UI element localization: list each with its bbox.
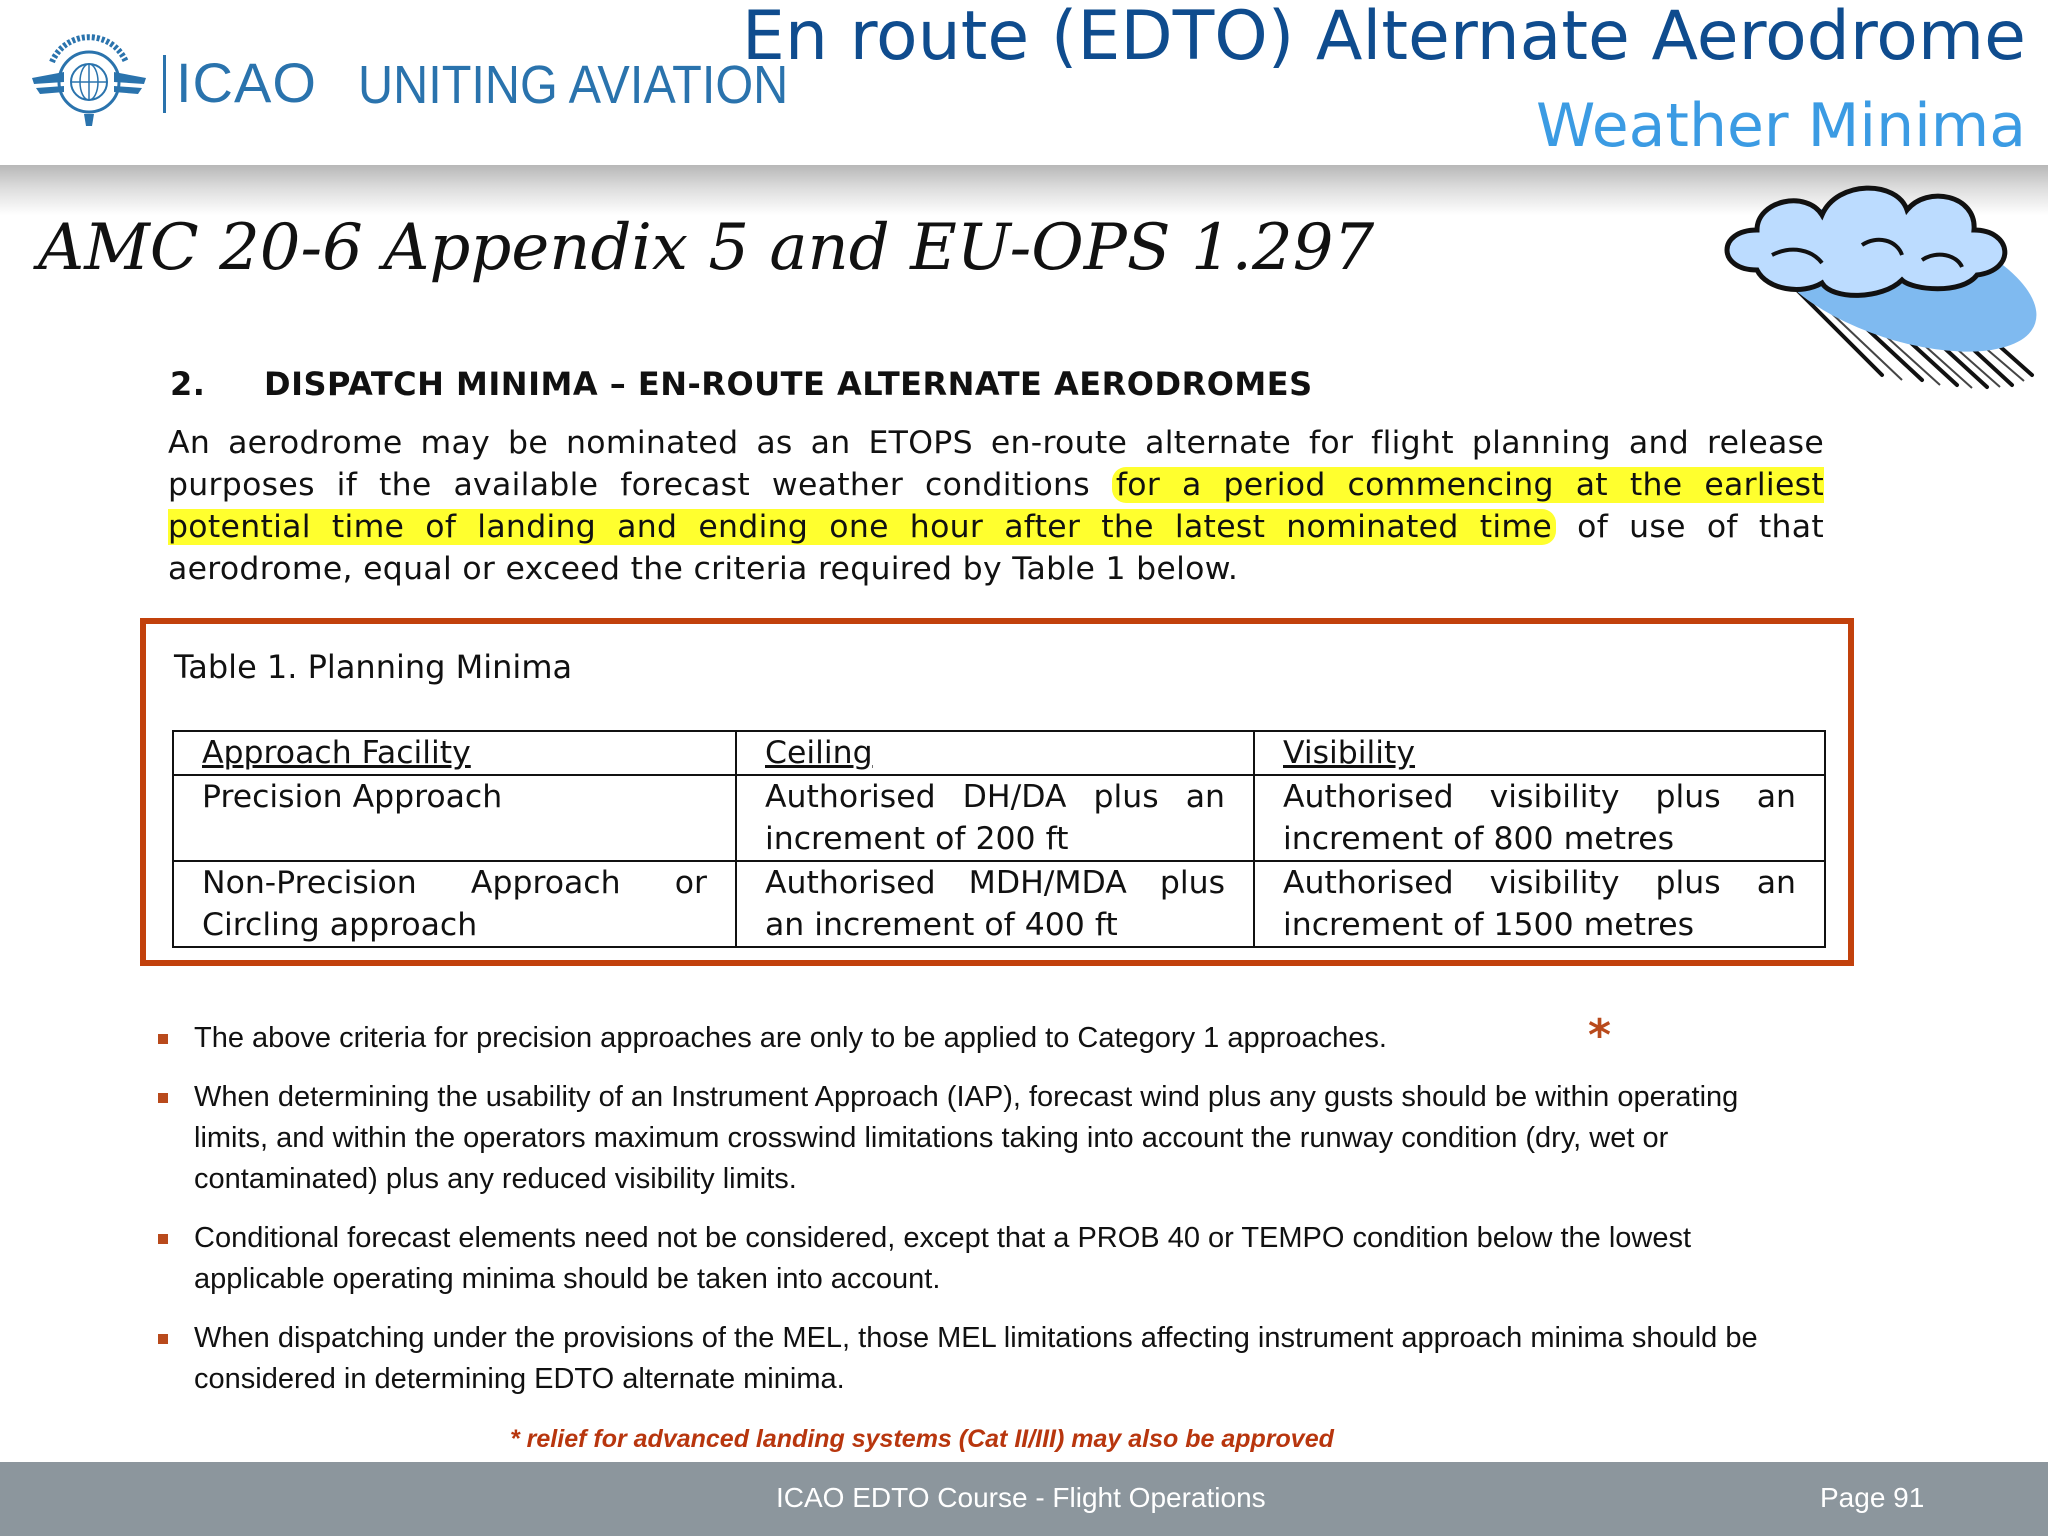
column-header-ceiling: Ceiling [736,731,1254,775]
table-cell: Non-Precision Approach or Circling approach [173,861,736,947]
tagline: UNITING AVIATION [358,55,789,115]
excerpt-paragraph [168,422,1824,590]
page-title: En route (EDTO) Alternate Aerodrome [741,0,2026,76]
notes-list [156,1018,1816,1418]
footnote: * relief for advanced landing systems (Cat II/III) may also be approved [510,1425,1334,1453]
paragraph-text-end: of use of that aerodrome, equal or exceed the criteria required by Table 1 below. [168,509,1824,587]
icao-emblem-icon [30,32,148,132]
logo-text: ICAO [176,51,317,114]
planning-minima-table [172,730,1826,948]
asterisk-marker: * [1588,1010,1612,1061]
table-row [173,861,1825,947]
table-cell: Authorised visibility plus an increment of 1500 metres [1254,861,1825,947]
section-heading [170,360,1824,408]
table-caption: Table 1. Planning Minima [174,648,573,686]
highlighted-text: for a period commencing at the earliest potential time of landing and ending one hour after the latest nominated time [168,467,1824,545]
list-item: When determining the usability of an Instrument Approach (IAP), forecast wind plus any gusts should be within operating limits, and within the operators maximum crosswind limitations taking into account the runway condition (dry, wet or contaminated) plus any reduced visibility limits. [156,1077,1816,1200]
regulation-excerpt [168,360,1824,590]
paragraph-text: An aerodrome may be nominated as an ETOPS en-route alternate for flight planning and release purposes if the available forecast weather conditions [168,425,1824,503]
table-header-row [173,731,1825,775]
course-name: ICAO EDTO Course - Flight Operations [776,1482,1266,1513]
slide-header [0,0,2048,165]
logo-divider [163,55,166,113]
page-number: Page 91 [1820,1482,1925,1513]
column-header-approach-facility: Approach Facility [173,731,736,775]
table-cell: Authorised visibility plus an increment of 800 metres [1254,775,1825,861]
slide-heading: AMC 20-6 Appendix 5 and EU-OPS 1.297 [38,211,1375,285]
table-row [173,775,1825,861]
page-subtitle: Weather Minima [1535,91,2026,161]
section-title: DISPATCH MINIMA – EN-ROUTE ALTERNATE AERODROMES [264,365,1313,403]
list-item: When dispatching under the provisions of the MEL, those MEL limitations affecting instrument approach minima should be considered in determining EDTO alternate minima. [156,1318,1816,1400]
planning-minima-box [140,618,1854,966]
section-number: 2. [170,365,206,403]
list-item: The above criteria for precision approaches are only to be applied to Category 1 approaches. [156,1018,1816,1059]
table-cell: Authorised MDH/MDA plus an increment of 400 ft [736,861,1254,947]
table-cell: Precision Approach [173,775,736,861]
list-item: Conditional forecast elements need not be considered, except that a PROB 40 or TEMPO condition below the lowest applicable operating minima should be taken into account. [156,1218,1816,1300]
column-header-visibility: Visibility [1254,731,1825,775]
table-cell: Authorised DH/DA plus an increment of 200 ft [736,775,1254,861]
slide-footer [0,1462,2048,1536]
